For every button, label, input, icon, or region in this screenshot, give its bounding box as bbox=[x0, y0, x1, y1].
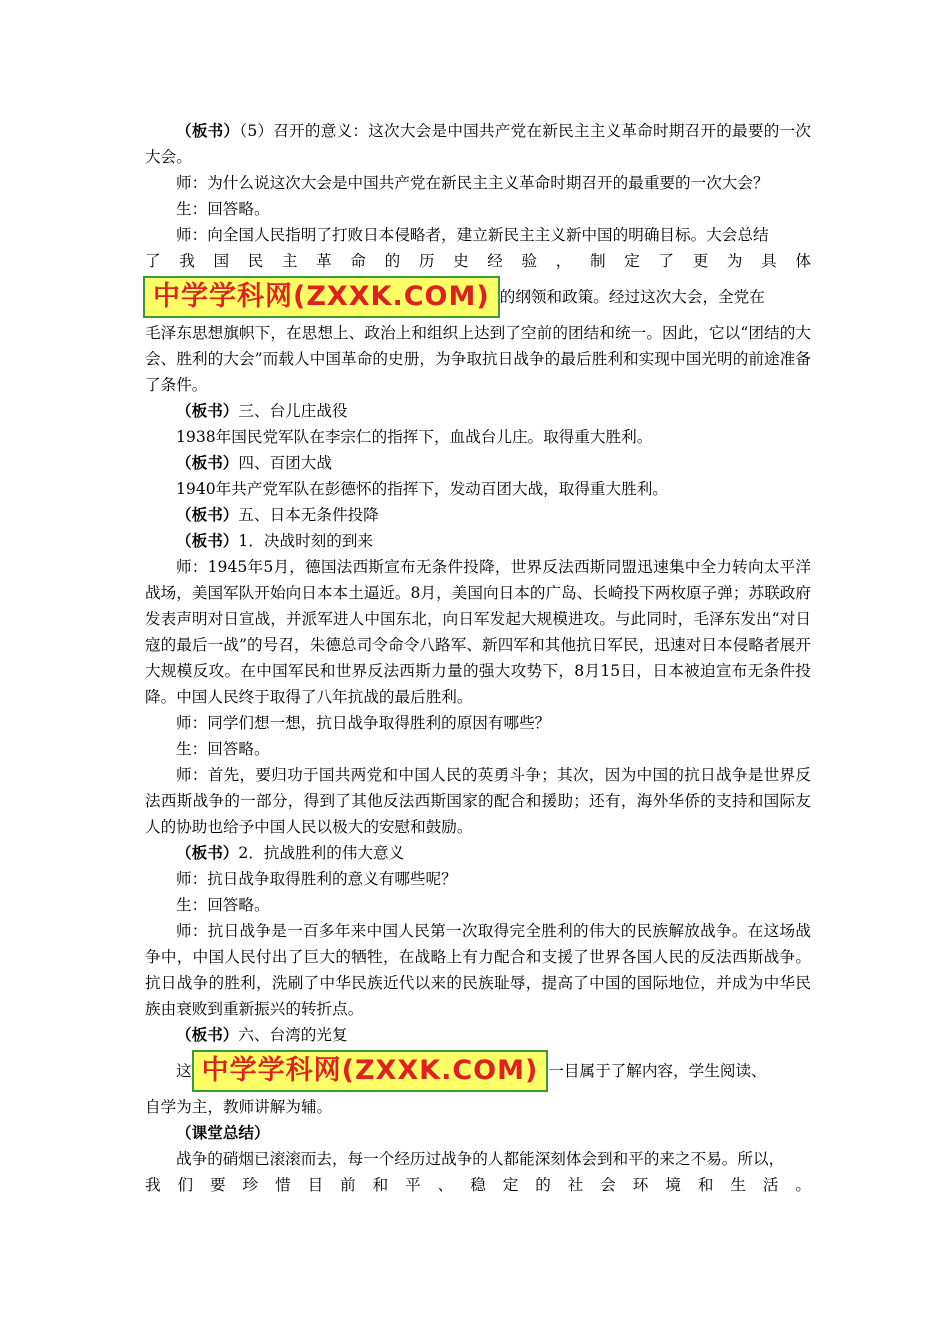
board-label: （板书） bbox=[176, 843, 239, 862]
teacher-answer-line1: 师：向全国人民指明了打败日本侵略者，建立新民主主义新中国的明确目标。大会总结 bbox=[176, 226, 769, 244]
taierzhuang-text: 1938年国民党军队在李宗仁的指挥下，血战台儿庄。取得重大胜利。 bbox=[176, 428, 653, 446]
summary-line2: 我们要珍惜目前和平、稳定的社会环境和生活。 bbox=[145, 1176, 811, 1194]
taiwan-text-end: 自学为主，教师讲解为辅。 bbox=[145, 1098, 333, 1116]
hundred-regiments-text: 1940年共产党军队在彭德怀的指挥下，发动百团大战，取得重大胜利。 bbox=[176, 480, 668, 498]
taiwan-text-mid: 一目属于了解内容，学生阅读、 bbox=[548, 1062, 767, 1080]
board-surrender bbox=[145, 502, 811, 528]
board-label: （板书） bbox=[176, 121, 240, 140]
paragraph-significance bbox=[145, 118, 811, 170]
board-heading: 1．决战时刻的到来 bbox=[238, 532, 374, 550]
zxxk-watermark-logo: 中学学科网(ZXXK.COM) bbox=[143, 276, 500, 318]
decisive-moment-text: 师：1945年5月，德国法西斯宣布无条件投降，世界反法西斯同盟迅速集中全力转向太平洋战场，美国军队开始向日本本土逼近。8月，美国向日本的广岛、长崎投下两枚原子弹；苏联政府发表声明对日宣战，并派军进人中国东北，向日军发起大规模进攻。与此同时，毛泽东发出“对日寇的最后一战”的号召，朱德总司令命令八路军、新四军和其他抗日军民，迅速对日本侵略者展开大规模反攻。在中国军民和世界反法西斯力量的强大攻势下，8月15日，日本被迫宣布无条件投降。中国人民终于取得了八年抗战的最后胜利。 bbox=[145, 558, 811, 706]
board-decisive-moment bbox=[145, 528, 811, 554]
board-hundred-regiments bbox=[145, 450, 811, 476]
teacher-answer-rest: 毛泽东思想旗帜下，在思想上、政治上和组织上达到了空前的团结和统一。因此，它以“团结的大会、胜利的大会”而载人中国革命的史册，为争取抗日战争的最后胜利和实现中国光明的前途准备了条件。 bbox=[145, 324, 811, 394]
class-summary-heading: （课堂总结） bbox=[176, 1123, 270, 1142]
student-answer: 生：回答略。 bbox=[176, 200, 270, 218]
board-label: （板书） bbox=[176, 505, 239, 524]
student-answer: 生：回答略。 bbox=[176, 740, 270, 758]
summary-line1: 战争的硝烟已滚滚而去，每一个经历过战争的人都能深刻体会到和平的来之不易。所以， bbox=[176, 1150, 785, 1168]
board-heading: 三、台儿庄战役 bbox=[238, 402, 348, 420]
zxxk-watermark-logo: 中学学科网(ZXXK.COM) bbox=[192, 1050, 549, 1092]
board-heading: 五、日本无条件投降 bbox=[238, 506, 379, 524]
significance-text: 师：抗日战争是一百多年来中国人民第一次取得完全胜利的伟大的民族解放战争。在这场战争中，中国人民付出了巨大的牺牲，在战略上有力配合和支援了世界各国人民的反法西斯战争。抗日战争的胜利，洗刷了中华民族近代以来的民族耻辱，提高了中国的国际地位，并成为中华民族由衰败到重新振兴的转折点。 bbox=[145, 922, 811, 1018]
taiwan-text-start: 这 bbox=[176, 1062, 192, 1080]
board-label: （板书） bbox=[176, 531, 239, 550]
student-answer: 生：回答略。 bbox=[176, 896, 270, 914]
board-label: （板书） bbox=[176, 1025, 239, 1044]
board-heading: 2．抗战胜利的伟大意义 bbox=[238, 844, 405, 862]
teacher-answer-line2: 了我国民主革命的历史经验，制定了更为具体 bbox=[145, 252, 811, 270]
board-label: （板书） bbox=[176, 401, 239, 420]
board-heading: 四、百团大战 bbox=[238, 454, 332, 472]
watermark-line-1 bbox=[143, 274, 811, 320]
board-heading: 六、台湾的光复 bbox=[238, 1026, 348, 1044]
board-significance bbox=[145, 840, 811, 866]
watermark-line-2 bbox=[145, 1048, 811, 1094]
board-taierzhuang bbox=[145, 398, 811, 424]
board-label: （板书） bbox=[176, 453, 239, 472]
paragraph-text: （5）召开的意义：这次大会是中国共产党在新民主主义革命时期召开的最要的一次大会。 bbox=[145, 122, 811, 166]
teacher-answer-line3: 的纲领和政策。经过这次大会，全党在 bbox=[499, 288, 765, 306]
document-page bbox=[145, 118, 811, 1198]
victory-reasons-text: 师：首先，要归功于国共两党和中国人民的英勇斗争；其次，因为中国的抗日战争是世界反法西斯战争的一部分，得到了其他反法西斯国家的配合和援助；还有，海外华侨的支持和国际友人的协助也给予中国人民以极大的安慰和鼓励。 bbox=[145, 766, 811, 836]
teacher-question: 师：同学们想一想，抗日战争取得胜利的原因有哪些？ bbox=[176, 714, 551, 732]
board-taiwan bbox=[145, 1022, 811, 1048]
teacher-question: 师：抗日战争取得胜利的意义有哪些呢？ bbox=[176, 870, 457, 888]
teacher-question: 师：为什么说这次大会是中国共产党在新民主主义革命时期召开的最重要的一次大会？ bbox=[176, 174, 769, 192]
